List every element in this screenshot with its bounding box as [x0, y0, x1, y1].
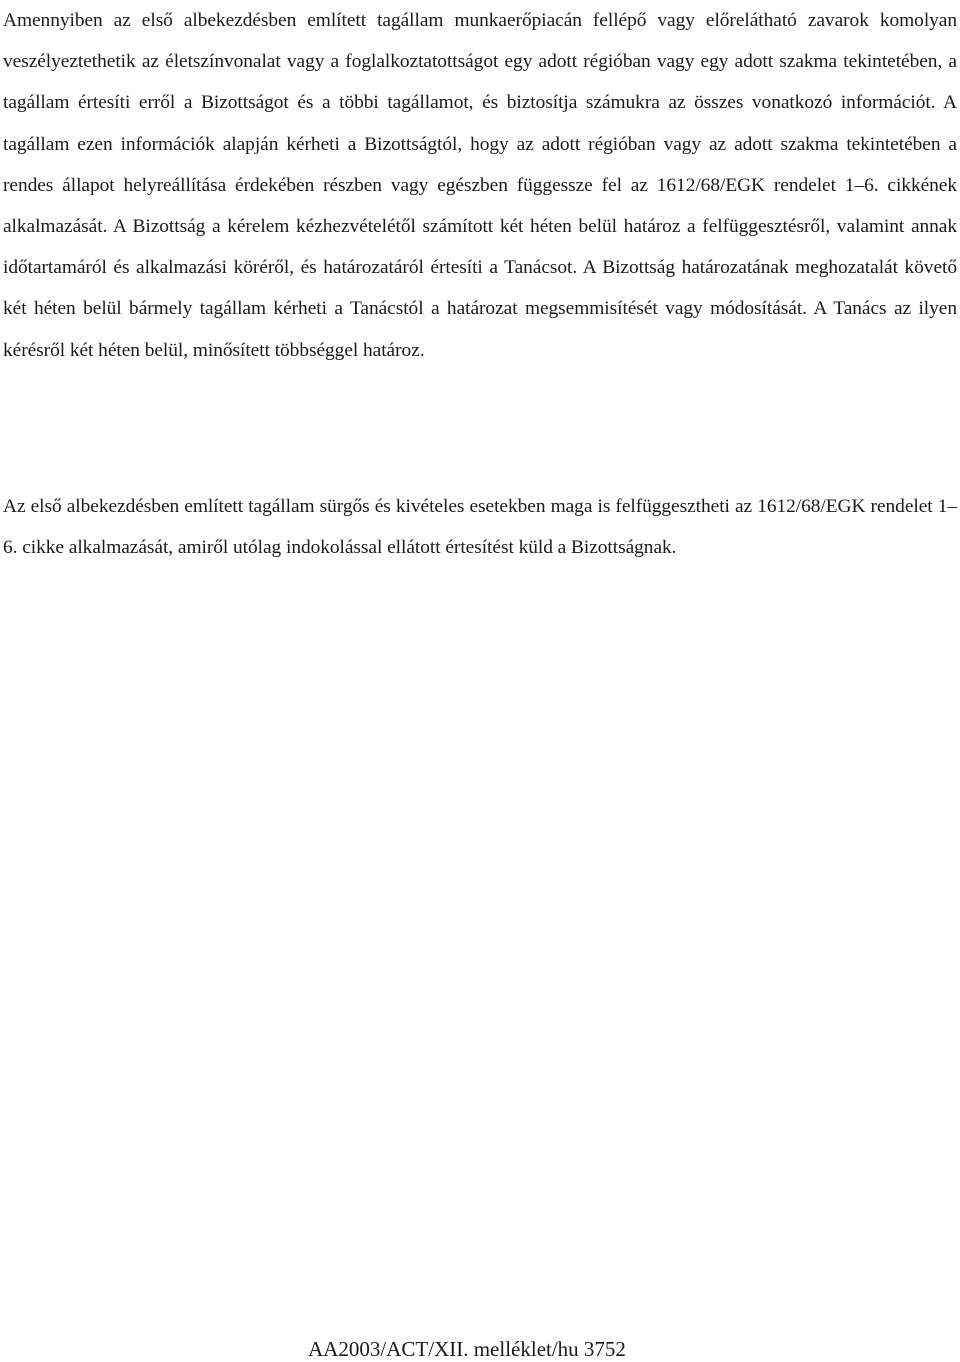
- page-footer: [0, 1336, 960, 1362]
- footer-reference: AA2003/ACT/XII. melléklet/hu 3752: [308, 1337, 626, 1361]
- paragraph-1: Amennyiben az első albekezdésben említett tagállam munkaerőpiacán fellépő vagy előrelátható zavarok komolyan veszélyeztethetik az életszínvonalat vagy a foglalkoztatottságot egy adott régióban vagy egy adott szakma tekintetében, a tagállam értesíti erről a Bizottságot és a többi tagállamot, és biztosítja számukra az összes vonatkozó információt. A tagállam ezen információk alapján kérheti a Bizottságtól, hogy az adott régióban vagy az adott szakma tekintetében a rendes állapot helyreállítása érdekében részben vagy egészben függessze fel az 1612/68/EGK rendelet 1–6. cikkének alkalmazását. A Bizottság a kérelem kézhezvételétől számított két héten belül határoz a felfüggesztésről, valamint annak időtartamáról és alkalmazási köréről, és határozatáról értesíti a Tanácsot. A Bizottság határozatának meghozatalát követő két héten belül bármely tagállam kérheti a Tanácstól a határozat megsemmisítését vagy módosítását. A Tanács az ilyen kérésről két héten belül, minősített többséggel határoz.: [3, 10, 957, 361]
- paragraph-2: Az első albekezdésben említett tagállam sürgős és kivételes esetekben maga is felfüggesztheti az 1612/68/EGK rendelet 1–6. cikke alkalmazását, amiről utólag indokolással ellátott értesítést küld a Bizottságnak.: [3, 496, 957, 559]
